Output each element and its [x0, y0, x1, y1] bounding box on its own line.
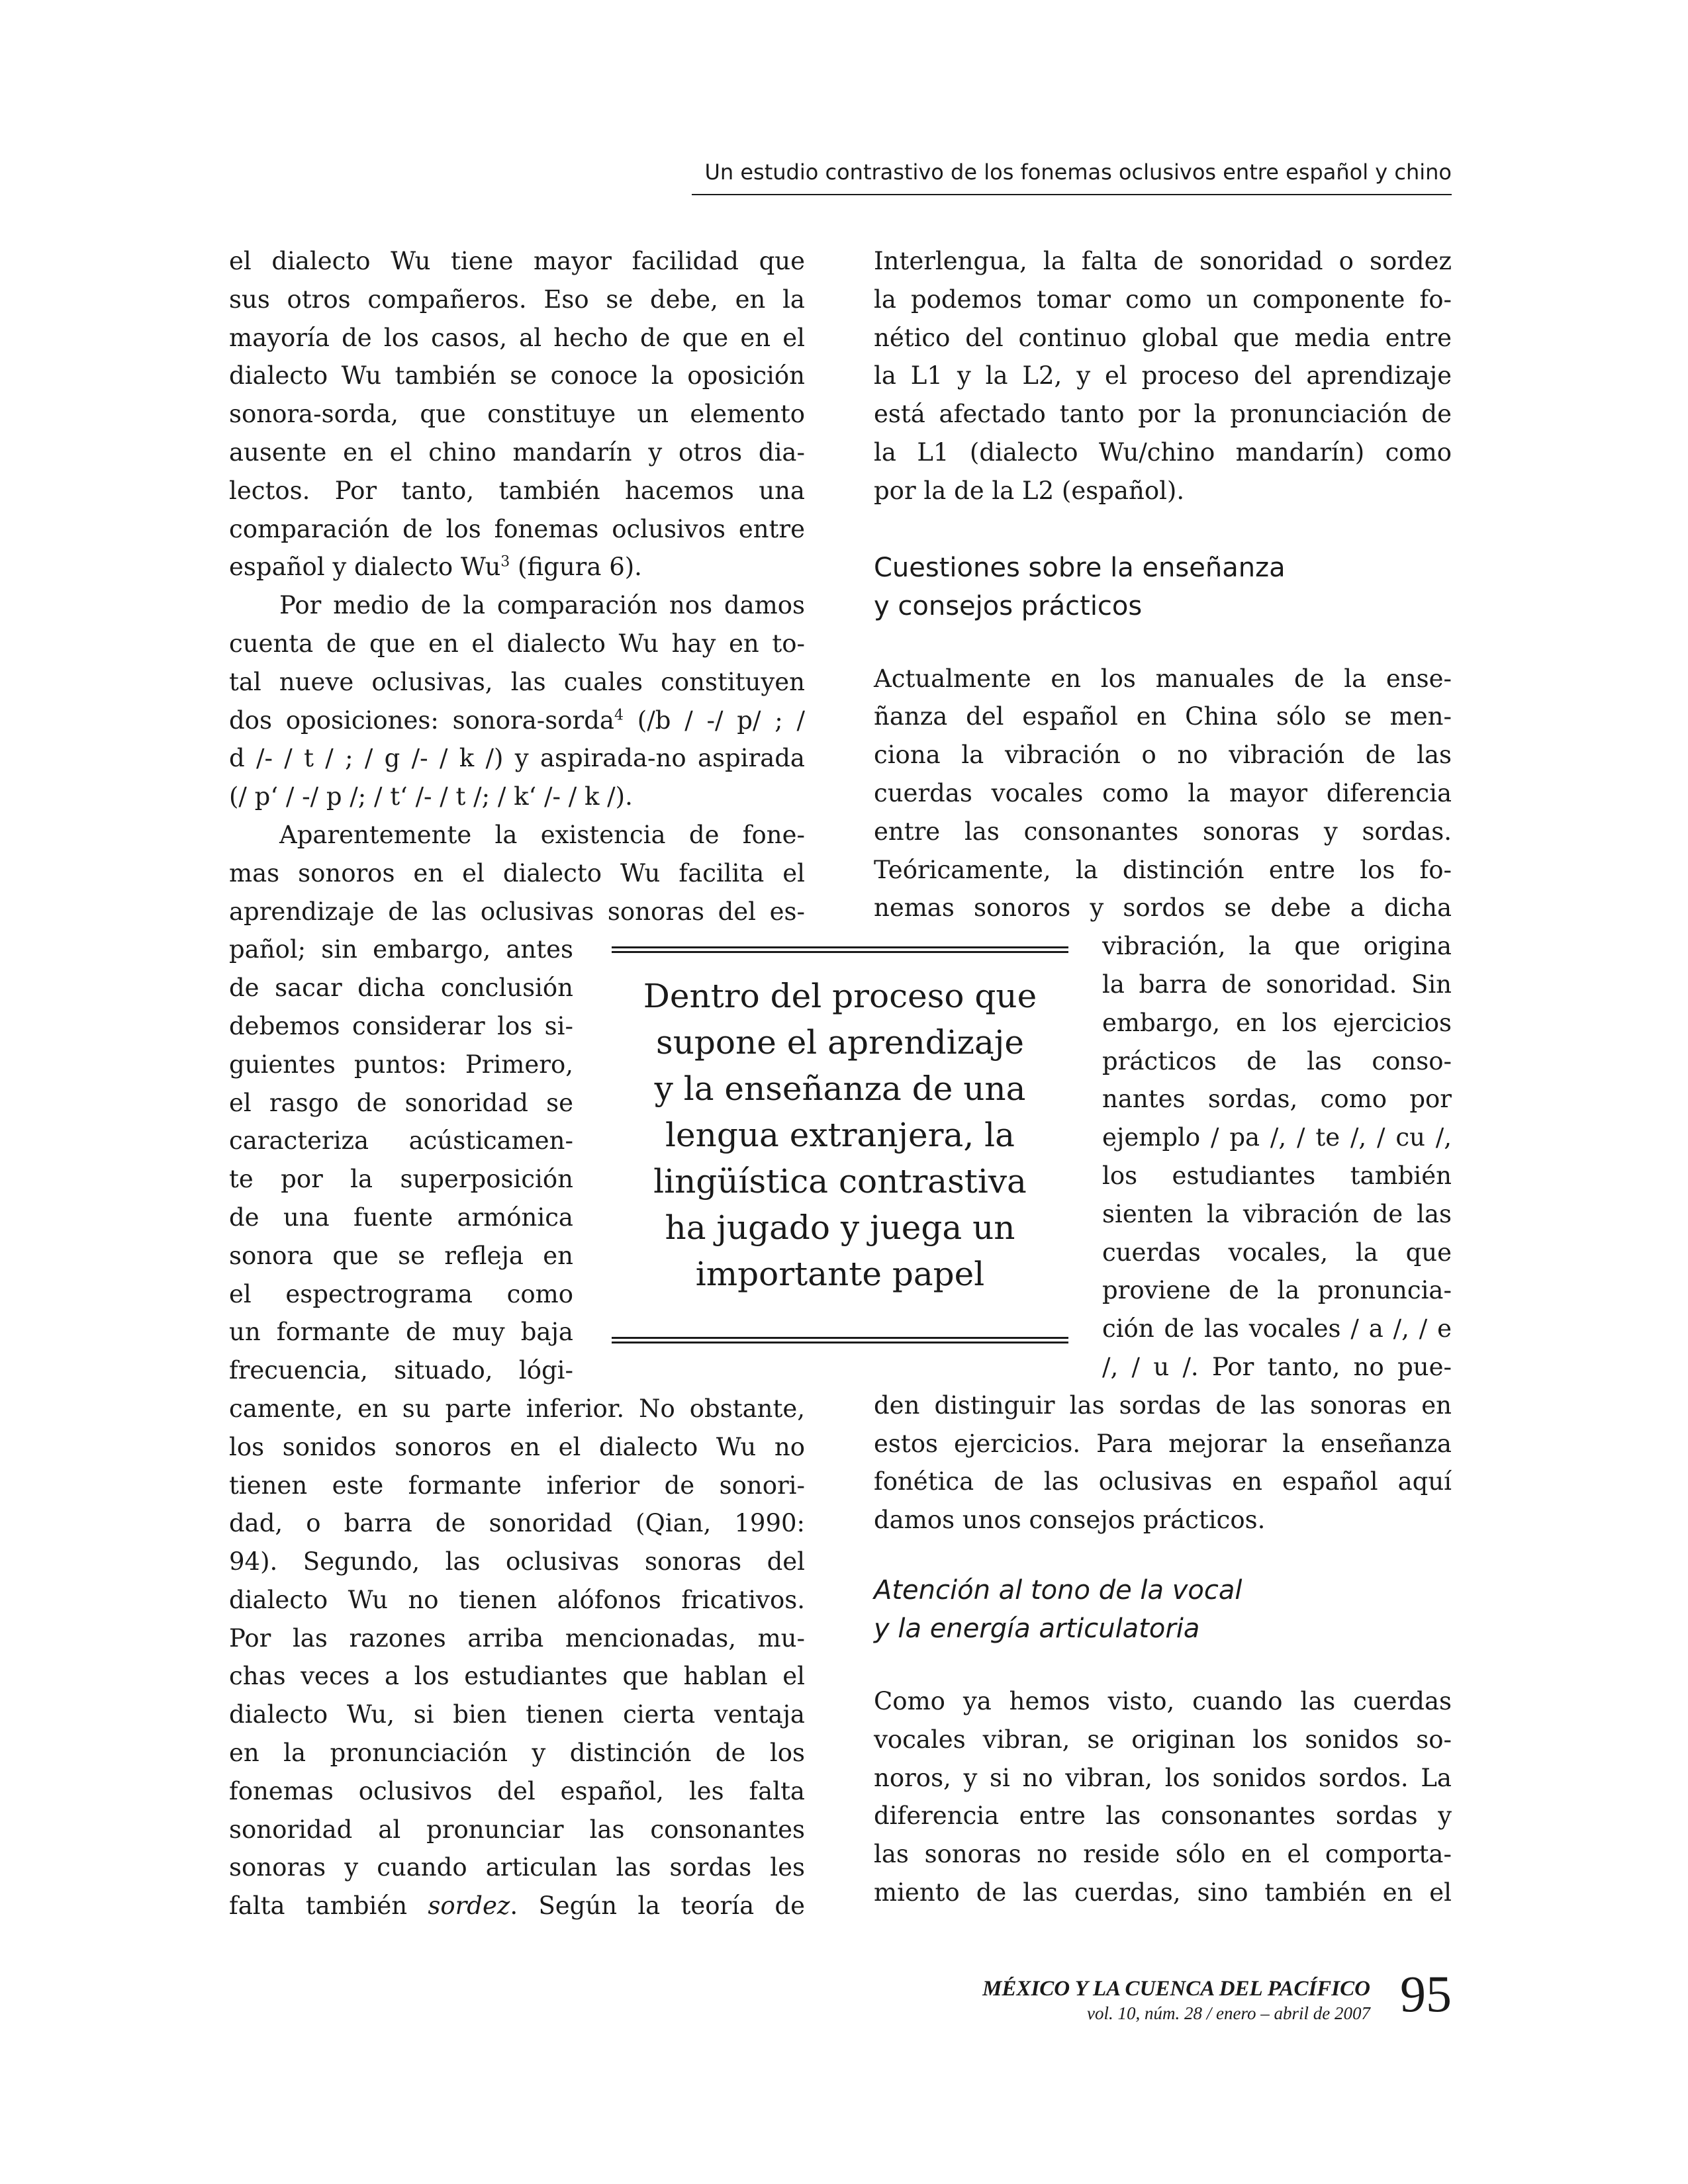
page-number: 95	[1400, 1965, 1452, 2023]
spacer	[874, 1539, 1452, 1571]
body-line: fonemas oclusivos del español, les falta	[229, 1776, 805, 1805]
pull-quote-line: Dentro del proceso que	[643, 977, 1037, 1015]
emphasis-text: sordez	[428, 1891, 510, 1921]
pull-quote-text	[612, 973, 1068, 1297]
body-line: noros, y si no vibran, los sonidos sordos. La	[874, 1763, 1452, 1792]
body-line: de una fuente armónica	[229, 1203, 573, 1232]
body-line: caracteriza acústicamen-	[229, 1126, 573, 1156]
body-line: en la pronunciación y distinción de los	[229, 1739, 805, 1768]
body-line: tienen este formante inferior de sonori-	[229, 1471, 805, 1500]
body-line: la L1 (dialecto Wu/chino mandarín) como	[874, 437, 1452, 467]
body-line: de sacar dicha conclusión	[229, 974, 573, 1003]
body-line: Aparentemente la existencia de fone-	[279, 820, 805, 849]
body-line: Teóricamente, la distinción entre los fo-	[874, 855, 1452, 884]
body-line: ñanza del español en China sólo se men-	[874, 702, 1452, 731]
footnote-marker[interactable]: 4	[614, 707, 624, 724]
body-line: sonora que se refleja en	[229, 1241, 573, 1270]
body-line: camente, en su parte inferior. No obstante,	[229, 1394, 805, 1423]
body-line: vibración, la que origina	[1102, 932, 1452, 961]
body-line: cuerdas vocales como la mayor diferencia	[874, 778, 1452, 807]
body-line: comparación de los fonemas oclusivos entre	[229, 514, 805, 543]
body-line	[229, 1887, 805, 1925]
body-line: aprendizaje de las oclusivas sonoras del es-	[229, 897, 805, 926]
body-line: fonética de las oclusivas en español aquí	[874, 1467, 1452, 1496]
body-line: pañol; sin embargo, antes	[229, 935, 573, 964]
pull-quote-bottom-rule	[612, 1337, 1068, 1343]
pull-quote-line: supone el aprendizaje	[656, 1023, 1024, 1062]
body-line: la podemos tomar como un componente fo-	[874, 285, 1452, 314]
body-line: sienten la vibración de las	[1102, 1199, 1452, 1228]
body-line: sonoridad al pronunciar las consonantes	[229, 1815, 805, 1844]
body-line: Por las razones arriba mencionadas, mu-	[229, 1623, 805, 1653]
body-line: sonora-sorda, que constituye un elemento	[229, 400, 805, 429]
body-line: chas veces a los estudiantes que hablan el	[229, 1662, 805, 1691]
body-line: la barra de sonoridad. Sin	[1102, 970, 1452, 999]
footer-journal-title: MÉXICO Y LA CUENCA DEL PACÍFICO	[982, 1977, 1370, 2001]
body-line: guientes puntos: Primero,	[229, 1050, 573, 1079]
pull-quote-line: importante papel	[695, 1255, 985, 1293]
body-line: dialecto Wu no tienen alófonos fricativos.	[229, 1585, 805, 1614]
body-line: dad, o barra de sonoridad (Qian, 1990:	[229, 1509, 805, 1538]
body-text: (figura 6).	[510, 553, 642, 582]
spacer	[874, 625, 1452, 660]
body-line: Interlengua, la falta de sonoridad o sordez	[874, 247, 1452, 275]
body-line: los estudiantes también	[1102, 1161, 1452, 1190]
body-line: estos ejercicios. Para mejorar la enseñanza	[874, 1429, 1452, 1458]
body-line: Por medio de la comparación nos damos	[279, 591, 805, 620]
body-line: /, / u /. Por tanto, no pue-	[1102, 1352, 1452, 1381]
body-line: sonoras y cuando articulan las sordas les	[229, 1853, 805, 1882]
running-head: Un estudio contrastivo de los fonemas oclusivos entre español y chino	[704, 159, 1452, 185]
body-line: ejemplo / pa /, / te /, / cu /,	[1102, 1123, 1452, 1152]
body-line: damos unos consejos prácticos.	[874, 1506, 1266, 1535]
pull-quote-top-rule	[612, 946, 1068, 953]
body-line: nético del continuo global que media entre	[874, 323, 1452, 352]
body-line: frecuencia, situado, lógi-	[229, 1356, 573, 1385]
body-line: el espectrograma como	[229, 1279, 573, 1308]
body-line: sus otros compañeros. Eso se debe, en la	[229, 285, 805, 314]
body-line: ción de las vocales / a /, / e	[1102, 1314, 1452, 1343]
body-line: ausente en el chino mandarín y otros dia-	[229, 437, 805, 467]
body-line: vocales vibran, se originan los sonidos so-	[874, 1725, 1452, 1754]
subsection-heading: y la energía articulatoria	[874, 1613, 1200, 1644]
footer-issue-info: vol. 10, núm. 28 / enero – abril de 2007	[1087, 2003, 1370, 2023]
pull-quote-line: lengua extranjera, la	[665, 1116, 1015, 1154]
body-line: los sonidos sonoros en el dialecto Wu no	[229, 1432, 805, 1461]
footnote-marker[interactable]: 3	[500, 554, 510, 571]
body-line	[229, 548, 805, 586]
body-line: proviene de la pronuncia-	[1102, 1276, 1452, 1305]
body-line: dialecto Wu, si bien tienen cierta ventaja	[229, 1700, 805, 1729]
body-line: Como ya hemos visto, cuando las cuerdas	[874, 1686, 1452, 1715]
pull-quote-line: y la enseñanza de una	[654, 1069, 1026, 1108]
body-line: mayoría de los casos, al hecho de que en el	[229, 323, 805, 352]
body-line: d /- / t / ; / g /- / k /) y aspirada-no aspirada	[229, 744, 805, 773]
body-line: dialecto Wu también se conoce la oposición	[229, 361, 805, 390]
body-line	[229, 702, 805, 740]
body-line: las sonoras no reside sólo en el comporta-	[874, 1840, 1452, 1869]
body-line: den distinguir las sordas de las sonoras en	[874, 1390, 1452, 1420]
body-line: entre las consonantes sonoras y sordas.	[874, 817, 1452, 846]
body-line: cuenta de que en el dialecto Wu hay en to-	[229, 629, 805, 658]
body-line: te por la superposición	[229, 1165, 573, 1194]
body-line: nemas sonoros y sordos se debe a dicha	[874, 893, 1452, 923]
header-rule	[692, 194, 1452, 195]
section-heading: Cuestiones sobre la enseñanza	[874, 552, 1286, 583]
body-line: mas sonoros en el dialecto Wu facilita el	[229, 858, 805, 887]
pull-quote-line: lingüística contrastiva	[653, 1162, 1027, 1201]
spacer	[874, 510, 1452, 549]
body-line: cuerdas vocales, la que	[1102, 1238, 1452, 1267]
body-text: . Según la teoría de	[510, 1891, 805, 1921]
body-line: 94). Segundo, las oclusivas sonoras del	[229, 1547, 805, 1576]
section-heading: y consejos prácticos	[874, 590, 1143, 621]
body-line: miento de las cuerdas, sino también en el	[874, 1878, 1452, 1907]
body-line: debemos considerar los si-	[229, 1011, 573, 1040]
body-line: (/ p‘ / -/ p /; / t‘ /- / t /; / k‘ /- / k /).	[229, 782, 633, 811]
body-line: embargo, en los ejercicios	[1102, 1008, 1452, 1037]
subsection-heading: Atención al tono de la vocal	[874, 1574, 1243, 1606]
body-line: tal nueve oclusivas, las cuales constituyen	[229, 667, 805, 696]
body-text: español y dialecto Wu	[229, 553, 501, 582]
pull-quote	[612, 946, 1068, 1343]
body-line: prácticos de las conso-	[1102, 1046, 1452, 1075]
body-text: falta también	[229, 1891, 428, 1921]
body-line: un formante de muy baja	[229, 1318, 573, 1347]
body-text: dos oposiciones: sonora-sorda	[229, 705, 614, 735]
body-text: (/b / -/ p/ ; /	[623, 705, 806, 735]
body-line: lectos. Por tanto, también hacemos una	[229, 476, 805, 505]
body-line: Actualmente en los manuales de la ense-	[874, 664, 1452, 693]
pull-quote-line: ha jugado y juega un	[665, 1208, 1015, 1247]
spacer	[874, 1648, 1452, 1682]
body-line: nantes sordas, como por	[1102, 1085, 1452, 1114]
body-line: está afectado tanto por la pronunciación de	[874, 400, 1452, 429]
body-line: ciona la vibración o no vibración de las	[874, 741, 1452, 770]
body-line: el dialecto Wu tiene mayor facilidad que	[229, 247, 805, 275]
body-line: por la de la L2 (español).	[874, 476, 1185, 505]
body-line: diferencia entre las consonantes sordas y	[874, 1801, 1452, 1831]
body-line: la L1 y la L2, y el proceso del aprendizaje	[874, 361, 1452, 390]
body-line: el rasgo de sonoridad se	[229, 1088, 573, 1117]
